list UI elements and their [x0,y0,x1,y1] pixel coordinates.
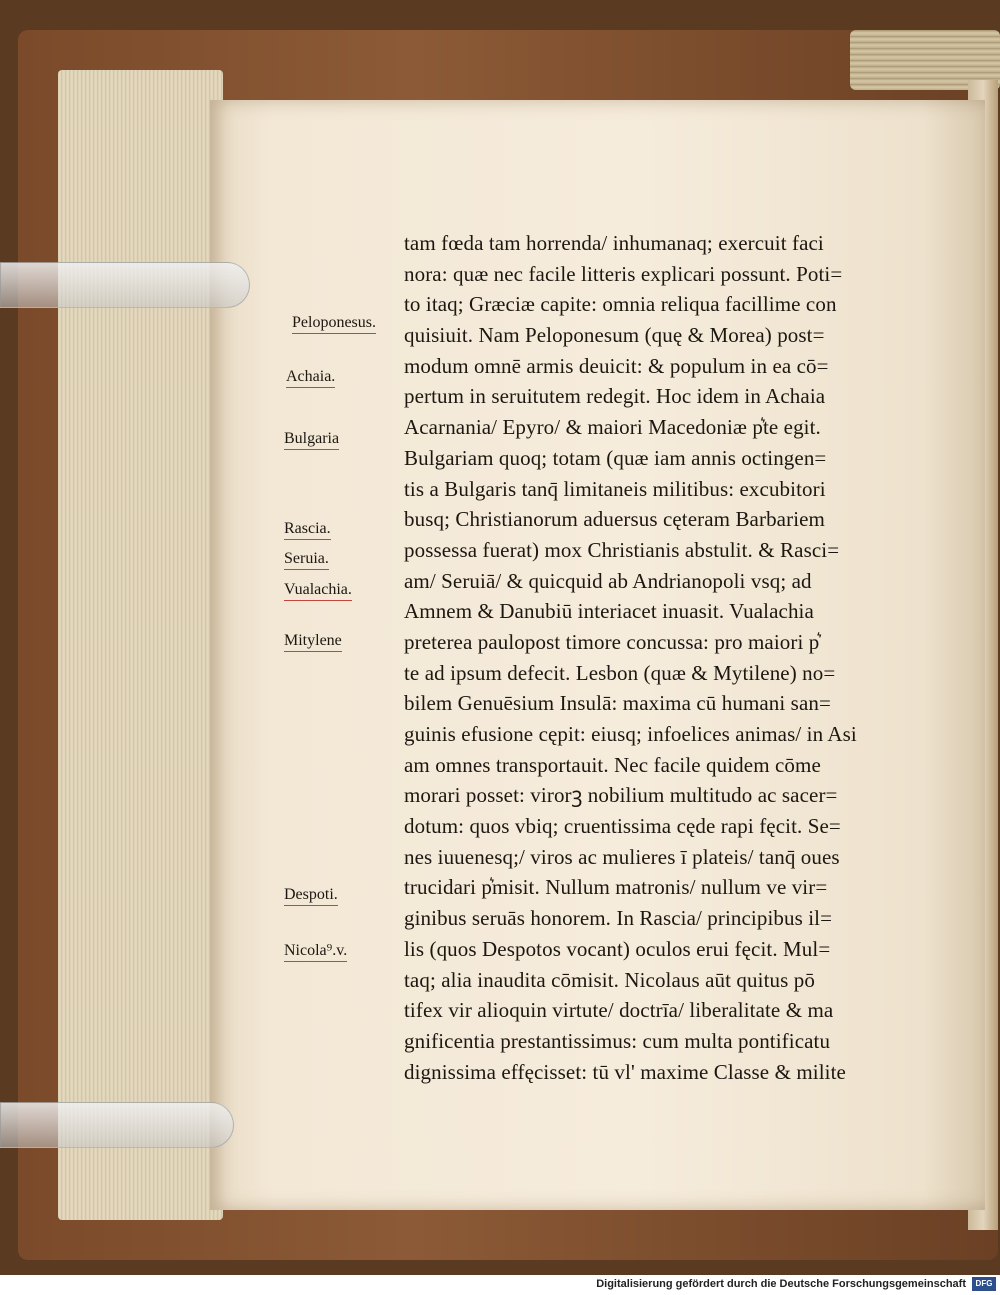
text-line: am omnes transportauit. Nec facile quidem cōme [404,752,821,777]
text-line: tis a Bulgaris tanq̄ limitaneis militibus: excubitori [404,476,826,501]
text-line: am/ Seruiā/ & quicquid ab Andrianopoli vsq; ad [404,568,812,593]
text-line: Bulgariam quoq; totam (quæ iam annis octingen= [404,445,827,470]
text-line: nora: quæ nec facile litteris explicari possunt. Poti= [404,261,843,286]
text-line: pertum in seruitutem redegit. Hoc idem in Achaia [404,384,826,409]
text-line: tam fœda tam horrenda/ inhumanaq; exercuit faci [404,231,824,255]
text-line: tifex vir alioquin virtute/ doctrīa/ liberalitate & ma [404,998,834,1023]
text-line: nes iuuenesq;/ viros ac mulieres ī plateis/ tanq̄ oues [404,844,840,869]
text-line: te ad ipsum defecit. Lesbon (quæ & Mytilene) no= [404,660,836,685]
text-line: morari posset: virorꝫ nobilium multitudo ac sacer= [404,783,838,808]
text-line: taq; alia inaudita cōmisit. Nicolaus aūt quitus pō [404,967,815,992]
text-line: guinis efusione cępit: eiusq; infoelices animas/ in Asi [404,722,857,746]
text-line: to itaq; Græciæ capite: omnia reliqua facillime con [404,292,837,317]
page-clip-top [0,262,250,308]
margin-note: Despoti. [284,886,338,906]
text-line: ginibus seruās honorem. In Rascia/ principibus il= [404,906,833,931]
margin-note: Nicola⁹.v. [284,942,347,962]
margin-note: Mitylene [284,632,342,652]
text-line: bilem Genuēsium Insulā: maxima cū humani san= [404,691,831,716]
dfg-logo: DFG [972,1277,996,1291]
text-line: dotum: quos vbiq; cruentissima cęde rapi fęcit. Se= [404,814,841,839]
text-line: quisiuit. Nam Peloponesum (quę & Morea) post= [404,323,825,348]
text-line: possessa fuerat) mox Christianis abstulit. & Rasci= [404,537,840,562]
text-line: gnificentia prestantissimus: cum multa pontificatu [404,1028,831,1053]
text-line: dignissima effęcisset: tū vl' maxime Classe & milite [404,1059,846,1084]
funding-credit: Digitalisierung gefördert durch die Deutsche Forschungsgemeinschaft [596,1278,966,1290]
text-line: modum omnē armis deuicit: & populum in ea cō= [404,353,829,378]
margin-note: Vualachia. [284,581,352,601]
footer-bar [0,1275,1000,1295]
text-line: Amnem & Danubiū interiacet inuasit. Vualachia [404,599,814,624]
margin-note: Achaia. [286,368,335,388]
text-line: trucidari p͛misit. Nullum matronis/ nullum ve vir= [404,875,828,900]
margin-note: Seruia. [284,550,329,570]
margin-note: Bulgaria [284,430,339,450]
page-clip-bottom [0,1102,234,1148]
page-edges [58,70,223,1220]
main-text-block [404,228,944,1087]
text-line: busq; Christianorum aduersus cęteram Barbariem [404,507,825,532]
text-line: Acarnania/ Epyro/ & maiori Macedoniæ p͛te egit. [404,415,821,440]
text-line: preterea paulopost timore concussa: pro maiori p͛ [404,629,820,654]
margin-note: Rascia. [284,520,331,540]
text-line: lis (quos Despotos vocant) oculos erui fęcit. Mul= [404,936,831,961]
margin-note: Peloponesus. [292,314,376,334]
